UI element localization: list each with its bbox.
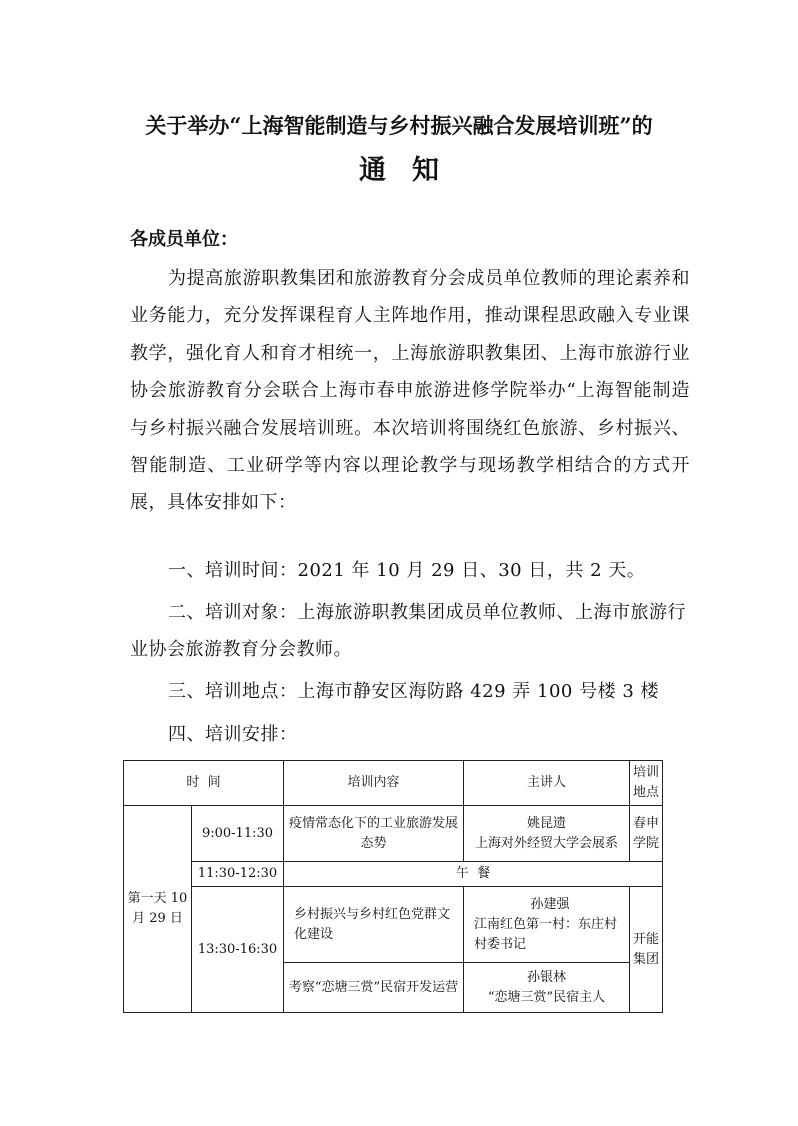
row-speaker — [464, 963, 630, 1013]
row-content-lunch: 午 餐 — [284, 862, 663, 887]
header-location: 培训地点 — [630, 761, 663, 806]
item-training-time: 一、培训时间：2021 年 10 月 29 日、30 日，共 2 天。 — [168, 560, 646, 581]
day-cell: 第一天 10 月 29 日 — [124, 806, 192, 1013]
item-training-audience: 二、培训对象：上海旅游职教集团成员单位教师、上海市旅游行业协会旅游教育分会教师。 — [130, 602, 686, 661]
item-training-location: 三、培训地点：上海市静安区海防路 429 弄 100 号楼 3 楼 — [168, 681, 659, 702]
header-speaker: 主讲人 — [464, 761, 630, 806]
row-speaker — [464, 806, 630, 862]
intro-paragraph: 为提高旅游职教集团和旅游教育分会成员单位教师的理论素养和业务能力，充分发挥课程育人主阵地作用，推动课程思政融入专业课教学，强化育人和育才相统一，上海旅游职教集团、上海市旅游行业协会旅游教育分会联合上海市春申旅游进修学院举办“上海智能制造与乡村振兴融合发展培训班。本次培训将围绕红色旅游、乡村振兴、智能制造、工业研学等内容以理论教学与现场教学相结合的方式开展，具体安排如下： — [130, 268, 690, 514]
speaker-title: “恋塘三赏”民宿主人 — [487, 989, 606, 1005]
speaker-title: 上海对外经贸大学会展系 — [475, 835, 619, 851]
schedule-table — [123, 760, 663, 1013]
speaker-name: 姚昆遗 — [527, 815, 567, 831]
speaker-title: 江南红色第一村：东庄村村委书记 — [474, 916, 618, 952]
header-content: 培训内容 — [284, 761, 464, 806]
table-row — [124, 887, 663, 963]
notice-title-line1: 关于举办“上海智能制造与乡村振兴融合发展培训班”的 — [145, 113, 653, 138]
row-time: 13:30-16:30 — [192, 887, 284, 1013]
row-content: 疫情常态化下的工业旅游发展态势 — [284, 806, 464, 862]
notice-title-line2: 通知 — [359, 155, 465, 186]
speaker-name: 孙银林 — [527, 969, 567, 985]
row-location: 春申学院 — [630, 806, 663, 862]
row-content: 乡村振兴与乡村红色党群文化建设 — [284, 887, 464, 963]
item-training-schedule: 四、培训安排： — [168, 724, 298, 745]
row-speaker — [464, 887, 630, 963]
row-time: 11:30-12:30 — [192, 862, 284, 887]
table-header-row — [124, 761, 663, 806]
salutation: 各成员单位： — [130, 229, 238, 250]
header-time: 时 间 — [124, 761, 284, 806]
speaker-name: 孙建强 — [530, 896, 570, 912]
row-location: 开能集团 — [630, 887, 663, 1013]
table-row — [124, 862, 663, 887]
row-time: 9:00-11:30 — [192, 806, 284, 862]
table-row — [124, 806, 663, 862]
row-content: 考察“恋塘三赏”民宿开发运营 — [284, 963, 464, 1013]
